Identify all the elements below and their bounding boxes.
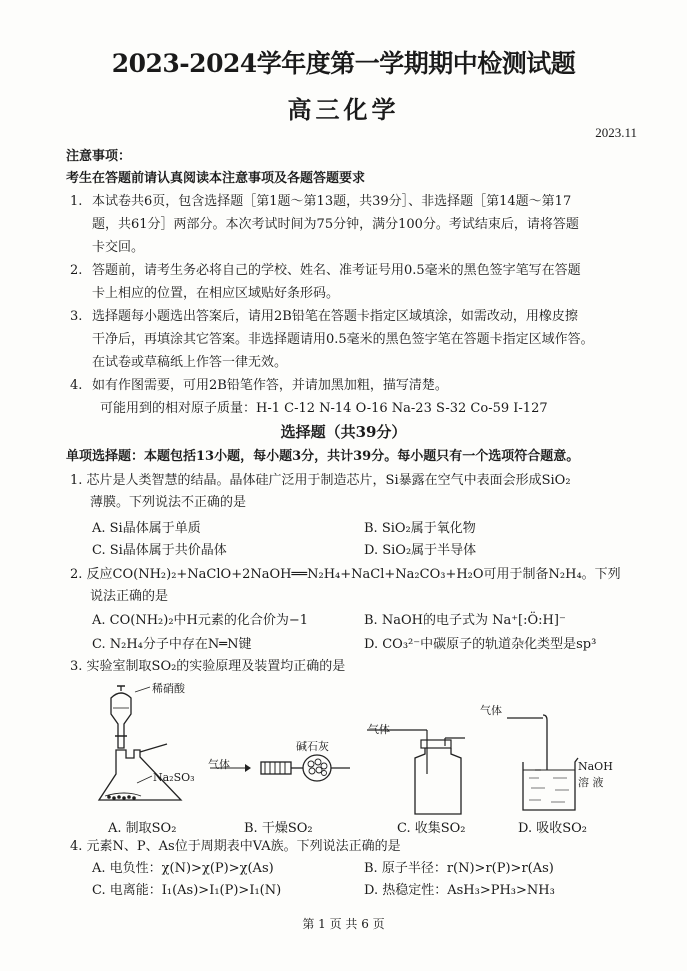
option-c[interactable]: C. N₂H₄分子中存在N═N键 xyxy=(92,637,252,652)
option-d[interactable]: D. SiO₂属于半导体 xyxy=(364,543,477,558)
notice-item-line: 干净后，再填涂其它答案。非选择题请用0.5毫米的黑色签字笔在答题卡指定区域作答。 xyxy=(92,332,594,347)
notice-item-line: 卡上相应的位置，在相应区域贴好条形码。 xyxy=(92,286,340,301)
notice-item-line: 选择题每小题选出答案后，请用2B铅笔在答题卡指定区域填涂，如需改动，用橡皮擦 xyxy=(92,309,578,324)
label-naoh: NaOH xyxy=(578,760,613,773)
exam-date: 2023.11 xyxy=(595,125,637,140)
caption-c[interactable]: C. 收集SO₂ xyxy=(397,821,466,836)
question-1-text: 薄膜。下列说法不正确的是 xyxy=(90,495,247,510)
page-subtitle: 高三化学 xyxy=(287,95,400,124)
notice-item-num: 2. xyxy=(70,263,83,278)
label-solution: 溶 液 xyxy=(578,776,604,789)
label-gas-b: 气体 xyxy=(208,758,230,771)
option-c[interactable]: C. 电离能：I₁(As)>I₁(P)>I₁(N) xyxy=(92,883,282,898)
option-c[interactable]: C. Si晶体属于共价晶体 xyxy=(92,543,227,558)
page-footer: 第 1 页 共 6 页 xyxy=(302,917,385,931)
option-a[interactable]: A. 电负性：χ(N)>χ(P)>χ(As) xyxy=(92,861,274,876)
option-a[interactable]: A. Si晶体属于单质 xyxy=(92,521,201,536)
notice-item-line: 卡交回。 xyxy=(92,240,145,255)
notice-item-num: 3. xyxy=(70,309,83,324)
question-2-text: 2. 反应CO(NH₂)₂+NaClO+2NaOH══N₂H₄+NaCl+Na₂CO₃+H₂O可用于制备N₂H₄。下列 xyxy=(70,567,621,582)
option-d[interactable]: D. 热稳定性：AsH₃>PH₃>NH₃ xyxy=(364,883,555,898)
label-sodium-sulfite: Na₂SO₃ xyxy=(153,771,195,784)
notice-heading: 注意事项： xyxy=(66,149,132,164)
atomic-masses: 可能用到的相对原子质量：H-1 C-12 N-14 O-16 Na-23 S-32 Co-59 I-127 xyxy=(100,401,548,416)
question-1-text: 1. 芯片是人类智慧的结晶。晶体硅广泛用于制造芯片，Si暴露在空气中表面会形成SiO₂ xyxy=(70,473,571,488)
notice-item-num: 4. xyxy=(70,378,83,393)
notice-item-line: 题，共61分］两部分。本次考试时间为75分钟，满分100分。考试结束后，请将答题 xyxy=(92,217,579,232)
caption-b[interactable]: B. 干燥SO₂ xyxy=(244,821,313,836)
option-d[interactable]: D. CO₃²⁻中碳原子的轨道杂化类型是sp³ xyxy=(364,637,597,652)
notice-intro: 考生在答题前请认真阅读本注意事项及各题答题要求 xyxy=(66,171,366,186)
caption-d[interactable]: D. 吸收SO₂ xyxy=(518,821,587,836)
notice-item-num: 1. xyxy=(70,194,83,209)
section-title: 选择题（共39分） xyxy=(280,423,407,441)
option-b[interactable]: B. SiO₂属于氧化物 xyxy=(364,521,476,536)
option-b[interactable]: B. 原子半径：r(N)>r(P)>r(As) xyxy=(364,861,554,876)
apparatus-a-flask-diagram xyxy=(95,678,210,813)
label-gas-d: 气体 xyxy=(480,704,502,717)
apparatus-d-absorption-beaker-diagram xyxy=(505,700,615,815)
option-b[interactable]: B. NaOH的电子式为 Na⁺[:Ö:H]⁻ xyxy=(364,613,566,628)
page-title: 2023-2024学年度第一学期期中检测试题 xyxy=(111,49,576,78)
question-3-text: 3. 实验室制取SO₂的实验原理及装置均正确的是 xyxy=(70,659,346,674)
notice-item-line: 如有作图需要，可用2B铅笔作答，并请加黑加粗，描写清楚。 xyxy=(92,378,448,393)
notice-item-line: 本试卷共6页，包含选择题［第1题～第13题，共39分］、非选择题［第14题～第17 xyxy=(92,194,572,209)
label-gas-c: 气体 xyxy=(368,723,390,736)
question-4-text: 4. 元素N、P、As位于周期表中VA族。下列说法正确的是 xyxy=(70,839,401,854)
label-dilute-nitric-acid: 稀硝酸 xyxy=(152,682,185,695)
option-a[interactable]: A. CO(NH₂)₂中H元素的化合价为−1 xyxy=(92,613,309,628)
label-soda-lime: 碱石灰 xyxy=(296,740,329,753)
caption-a[interactable]: A. 制取SO₂ xyxy=(108,821,177,836)
section-instruction: 单项选择题：本题包括13小题，每小题3分，共计39分。每小题只有一个选项符合题意。 xyxy=(66,449,580,464)
question-2-text: 说法正确的是 xyxy=(90,589,169,604)
notice-item-line: 在试卷或草稿纸上作答一律无效。 xyxy=(92,355,288,370)
notice-item-line: 答题前，请考生务必将自己的学校、姓名、准考证号用0.5毫米的黑色签字笔写在答题 xyxy=(92,263,581,278)
